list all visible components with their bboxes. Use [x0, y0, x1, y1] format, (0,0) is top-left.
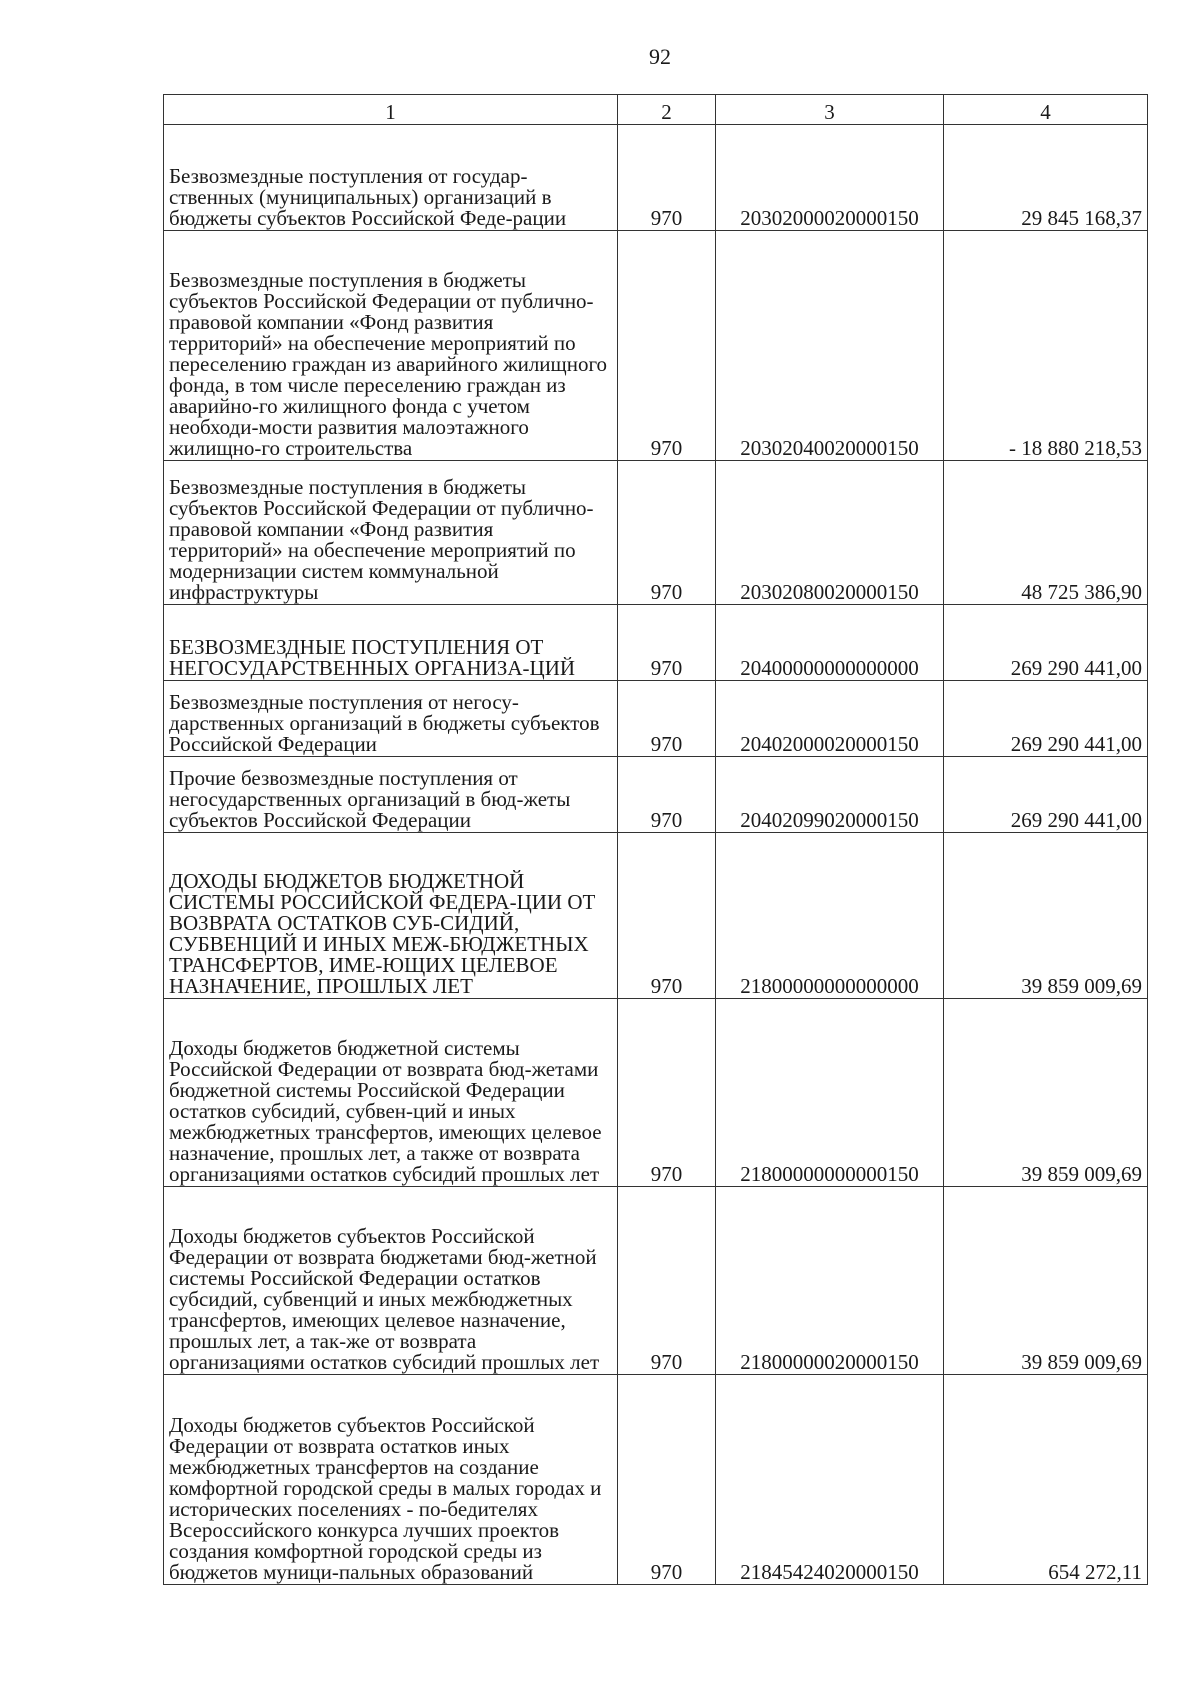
table-row: [164, 681, 1148, 757]
table-row: [164, 999, 1148, 1187]
column-header: 3: [716, 95, 944, 125]
row-budget-classification-code: 20302040020000150: [716, 231, 944, 461]
row-amount: 48 725 386,90: [944, 461, 1148, 605]
row-description: Доходы бюджетов субъектов Российской Федерации от возврата остатков иных межбюджетных трансфертов на создание комфортной городской среды в малых городах и исторических поселениях - по-бедителях Всероссийского конкурса лучших проектов создания комфортной городской среды из бюджетов муници-пальных образований: [164, 1375, 618, 1585]
table-row: [164, 757, 1148, 833]
row-admin-code: 970: [618, 605, 716, 681]
table-row: [164, 125, 1148, 231]
row-amount: 39 859 009,69: [944, 999, 1148, 1187]
row-admin-code: 970: [618, 681, 716, 757]
row-amount: 39 859 009,69: [944, 1187, 1148, 1375]
row-description: Доходы бюджетов бюджетной системы Российской Федерации от возврата бюд-жетами бюджетной системы Российской Федерации остатков субсидий, субвен-ций и иных межбюджетных трансфертов, имеющих целевое назначение, прошлых лет, а также от возврата организациями остатков субсидий прошлых лет: [164, 999, 618, 1187]
row-admin-code: 970: [618, 125, 716, 231]
row-amount: 29 845 168,37: [944, 125, 1148, 231]
table-row: [164, 231, 1148, 461]
page-number: 92: [649, 44, 671, 69]
row-admin-code: 970: [618, 461, 716, 605]
row-budget-classification-code: 20402000020000150: [716, 681, 944, 757]
row-admin-code: 970: [618, 833, 716, 999]
row-admin-code: 970: [618, 1375, 716, 1585]
budget-revenue-table: [163, 94, 1148, 1585]
row-description: Доходы бюджетов субъектов Российской Федерации от возврата бюджетами бюд-жетной системы Российской Федерации остатков субсидий, субвенций и иных межбюджетных трансфертов, имеющих целевое назначение, прошлых лет, а так-же от возврата организациями остатков субсидий прошлых лет: [164, 1187, 618, 1375]
table-row: [164, 605, 1148, 681]
row-budget-classification-code: 20400000000000000: [716, 605, 944, 681]
row-admin-code: 970: [618, 757, 716, 833]
row-description: ДОХОДЫ БЮДЖЕТОВ БЮДЖЕТНОЙ СИСТЕМЫ РОССИЙСКОЙ ФЕДЕРА-ЦИИ ОТ ВОЗВРАТА ОСТАТКОВ СУБ-СИДИЙ, СУБВЕНЦИЙ И ИНЫХ МЕЖ-БЮДЖЕТНЫХ ТРАНСФЕРТОВ, ИМЕ-ЮЩИХ ЦЕЛЕВОЕ НАЗНАЧЕНИЕ, ПРОШЛЫХ ЛЕТ: [164, 833, 618, 999]
row-amount: 269 290 441,00: [944, 681, 1148, 757]
row-budget-classification-code: 21800000020000150: [716, 1187, 944, 1375]
row-budget-classification-code: 21845424020000150: [716, 1375, 944, 1585]
row-description: Прочие безвозмездные поступления от негосударственных организаций в бюд-жеты субъектов Российской Федерации: [164, 757, 618, 833]
row-amount: 654 272,11: [944, 1375, 1148, 1585]
row-budget-classification-code: 20402099020000150: [716, 757, 944, 833]
row-budget-classification-code: 20302080020000150: [716, 461, 944, 605]
row-amount: - 18 880 218,53: [944, 231, 1148, 461]
row-description: Безвозмездные поступления от государ-ственных (муниципальных) организаций в бюджеты субъектов Российской Феде-рации: [164, 125, 618, 231]
table-row: [164, 1375, 1148, 1585]
column-header: 2: [618, 95, 716, 125]
column-header: 1: [164, 95, 618, 125]
row-amount: 269 290 441,00: [944, 757, 1148, 833]
row-budget-classification-code: 20302000020000150: [716, 125, 944, 231]
table-row: [164, 461, 1148, 605]
column-header: 4: [944, 95, 1148, 125]
row-description: Безвозмездные поступления в бюджеты субъектов Российской Федерации от публично-правовой компании «Фонд развития территорий» на обеспечение мероприятий по переселению граждан из аварийного жилищного фонда, в том числе переселению граждан из аварийно-го жилищного фонда с учетом необходи-мости развития малоэтажного жилищно-го строительства: [164, 231, 618, 461]
row-description: Безвозмездные поступления в бюджеты субъектов Российской Федерации от публично-правовой компании «Фонд развития территорий» на обеспечение мероприятий по модернизации систем коммунальной инфраструктуры: [164, 461, 618, 605]
table-header-row: [164, 95, 1148, 125]
row-description: БЕЗВОЗМЕЗДНЫЕ ПОСТУПЛЕНИЯ ОТ НЕГОСУДАРСТВЕННЫХ ОРГАНИЗА-ЦИЙ: [164, 605, 618, 681]
row-amount: 39 859 009,69: [944, 833, 1148, 999]
row-admin-code: 970: [618, 999, 716, 1187]
row-budget-classification-code: 21800000000000000: [716, 833, 944, 999]
row-budget-classification-code: 21800000000000150: [716, 999, 944, 1187]
row-admin-code: 970: [618, 231, 716, 461]
row-description: Безвозмездные поступления от негосу-дарственных организаций в бюджеты субъектов Российской Федерации: [164, 681, 618, 757]
row-amount: 269 290 441,00: [944, 605, 1148, 681]
row-admin-code: 970: [618, 1187, 716, 1375]
table-row: [164, 833, 1148, 999]
table-row: [164, 1187, 1148, 1375]
